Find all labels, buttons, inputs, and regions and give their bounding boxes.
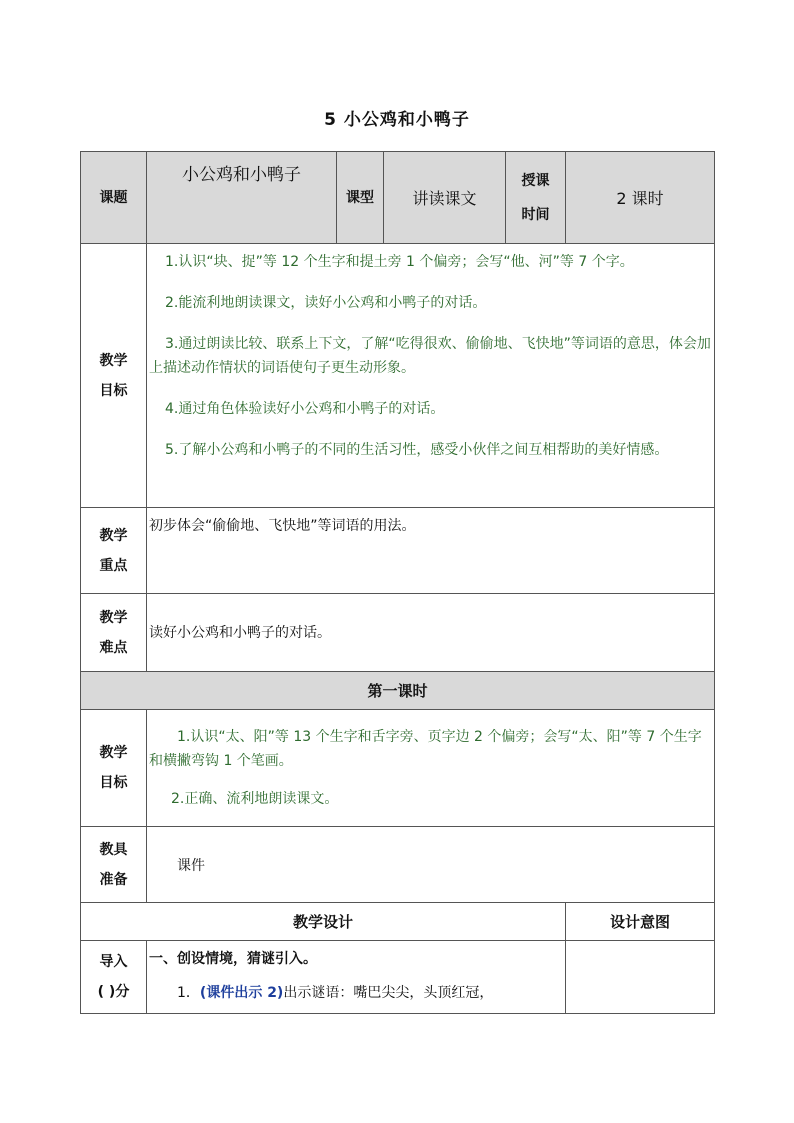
key-points-content	[147, 508, 715, 594]
lesson1-heading: 第一课时	[81, 672, 715, 710]
type-value: 讲读课文	[384, 152, 506, 244]
difficulties-label-line-1: 教学	[99, 609, 128, 626]
tools-text: 课件	[177, 857, 205, 874]
goals-label	[81, 244, 147, 508]
key-points-label-line-2: 重点	[99, 557, 128, 574]
difficulties-label-line-2: 难点	[99, 639, 128, 656]
key-points-label	[81, 508, 147, 594]
goal-item: 2.能流利地朗读课文，读好小公鸡和小鸭子的对话。	[165, 295, 487, 311]
lesson1-heading-row	[81, 672, 715, 710]
design-column-header: 教学设计	[81, 903, 566, 941]
subject-value: 小公鸡和小鸭子	[147, 152, 337, 244]
time-label-line-1: 授课	[521, 172, 550, 189]
step-text: 出示谜语：嘴巴尖尖，头顶红冠，	[283, 985, 494, 1001]
key-points-row	[81, 508, 715, 594]
goals-row	[81, 244, 715, 508]
courseware-tag: (课件出示 2)	[199, 985, 284, 1001]
goal-item: 3.通过朗读比较、联系上下文，了解“吃得很欢、偷偷地、飞快地”等词语的意思，体会加上描述动作情状的词语使句子更生动形象。	[149, 336, 711, 376]
goal-item: 4.通过角色体验读好小公鸡和小鸭子的对话。	[165, 401, 445, 417]
tools-label-line-2: 准备	[99, 871, 128, 888]
key-points-text: 初步体会“偷偷地、飞快地”等词语的用法。	[149, 518, 416, 534]
stage-name: 导入	[99, 954, 128, 970]
header-row	[81, 152, 715, 244]
time-value: 2 课时	[566, 152, 715, 244]
key-points-label-line-1: 教学	[99, 527, 128, 544]
time-label	[506, 152, 566, 244]
lesson1-goal-item: 1.认识“太、阳”等 13 个生字和舌字旁、页字边 2 个偏旁；会写“太、阳”等 7 个生字和横撇弯钩 1 个笔画。	[149, 729, 702, 769]
document-title: 5 小公鸡和小鸭子	[324, 110, 470, 130]
lesson1-goals-label-line-1: 教学	[99, 745, 128, 761]
goal-item: 1.认识“块、捉”等 12 个生字和提土旁 1 个偏旁；会写“他、河”等 7 个字。	[165, 254, 634, 270]
intent-content	[566, 941, 715, 1014]
lesson1-goals-content	[147, 710, 715, 827]
step-line	[147, 981, 565, 1005]
type-label: 课型	[337, 152, 384, 244]
tools-row	[81, 827, 715, 903]
stage-label	[81, 941, 147, 1014]
lesson-plan-table	[80, 151, 715, 1014]
design-header-row	[81, 903, 715, 941]
difficulties-content	[147, 594, 715, 672]
design-row	[81, 941, 715, 1014]
goals-label-line-1: 教学	[99, 352, 128, 369]
goals-content	[147, 244, 715, 508]
difficulties-row	[81, 594, 715, 672]
lesson1-goals-label	[81, 710, 147, 827]
step-number: 1．	[177, 985, 200, 1001]
goals-label-line-2: 目标	[99, 382, 128, 399]
lesson1-goal-item: 2.正确、流利地朗读课文。	[171, 791, 339, 807]
difficulties-text: 读好小公鸡和小鸭子的对话。	[149, 624, 331, 641]
tools-content	[147, 827, 715, 903]
tools-label-line-1: 教具	[99, 841, 128, 858]
lesson1-goals-row	[81, 710, 715, 827]
tools-label	[81, 827, 147, 903]
intent-column-header: 设计意图	[566, 903, 715, 941]
design-content	[147, 941, 566, 1014]
step-title: 一、创设情境，猜谜引入。	[149, 951, 317, 967]
difficulties-label	[81, 594, 147, 672]
subject-label: 课题	[81, 152, 147, 244]
time-label-line-2: 时间	[521, 206, 550, 223]
goal-item: 5.了解小公鸡和小鸭子的不同的生活习性，感受小伙伴之间互相帮助的美好情感。	[165, 442, 669, 458]
stage-minutes: ( )分	[97, 984, 130, 1000]
lesson1-goals-label-line-2: 目标	[99, 775, 128, 791]
